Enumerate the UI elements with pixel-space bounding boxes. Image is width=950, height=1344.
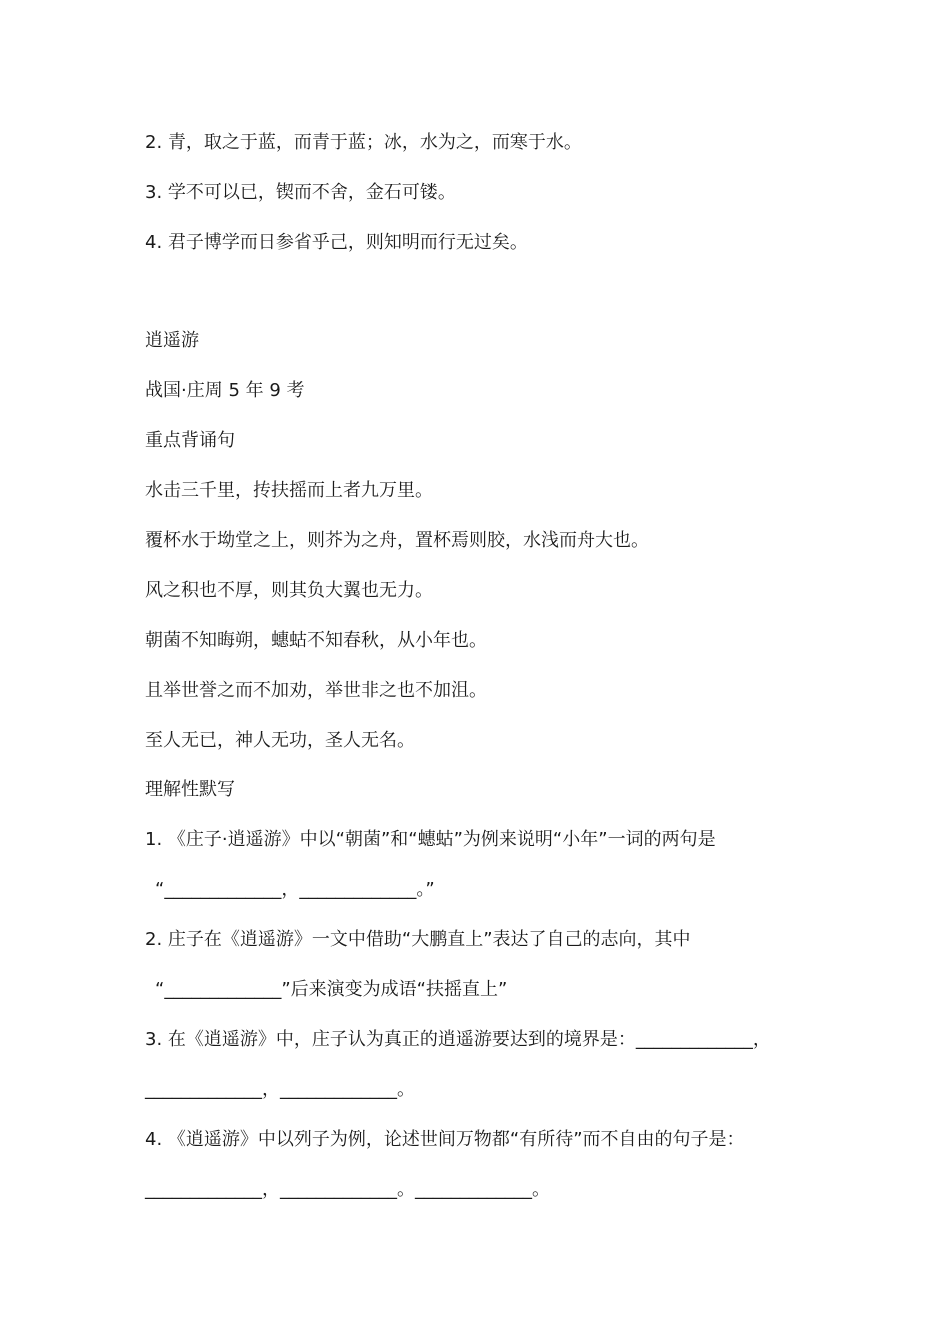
text-line: 水击三千里，抟扶摇而上者九万里。 (145, 480, 433, 501)
text-line: 3. 学不可以已，锲而不舍，金石可镂。 (145, 182, 456, 203)
subheading: 重点背诵句 (145, 430, 235, 451)
text-line: 且举世誉之而不加劝，举世非之也不加沮。 (145, 680, 487, 701)
subheading: 理解性默写 (145, 779, 235, 800)
question-line: 2. 庄子在《逍遥游》一文中借助“大鹏直上”表达了自己的志向，其中 (145, 929, 691, 950)
text-line: 至人无已，神人无功，圣人无名。 (145, 730, 415, 751)
answer-blank-line: _____________，_____________。_____________。 (145, 1179, 550, 1200)
section-title: 逍遥游 (145, 330, 199, 351)
text-line: 风之积也不厚，则其负大翼也无力。 (145, 580, 433, 601)
text-line: 2. 青，取之于蓝，而青于蓝；冰，水为之，而寒于水。 (145, 132, 582, 153)
answer-blank-line: “_____________，_____________。” (155, 879, 435, 900)
question-line: 1. 《庄子·逍遥游》中以“朝菌”和“蟪蛄”为例来说明“小年”一词的两句是 (145, 829, 716, 850)
question-line: 3. 在《逍遥游》中，庄子认为真正的逍遥游要达到的境界是：_____________， (145, 1029, 771, 1050)
answer-blank-line: “_____________”后来演变为成语“扶摇直上” (155, 979, 508, 1000)
question-line: 4. 《逍遥游》中以列子为例，论述世间万物都“有所待”而不自由的句子是： (145, 1129, 745, 1150)
text-line: 覆杯水于坳堂之上，则芥为之舟，置杯焉则胶，水浅而舟大也。 (145, 530, 649, 551)
answer-blank-line: _____________，_____________。 (145, 1079, 415, 1100)
text-line: 4. 君子博学而日参省乎己，则知明而行无过矣。 (145, 232, 528, 253)
text-line: 朝菌不知晦朔，蟪蛄不知春秋，从小年也。 (145, 630, 487, 651)
author-line: 战国·庄周 5 年 9 考 (145, 380, 305, 401)
